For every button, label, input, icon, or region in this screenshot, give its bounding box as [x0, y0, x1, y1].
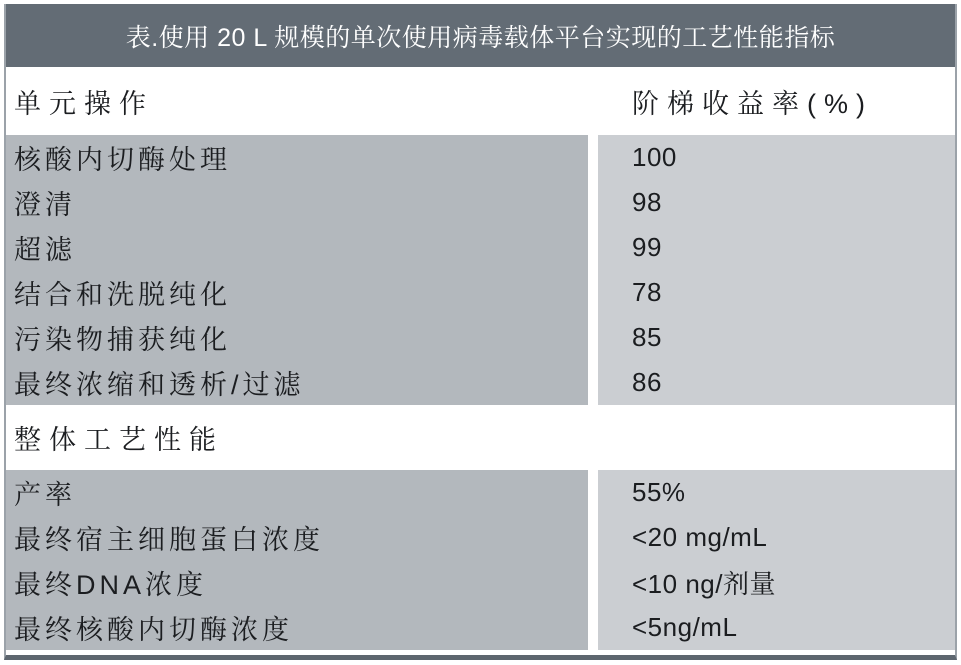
- table-row: [6, 360, 955, 405]
- column-divider: [588, 360, 598, 405]
- unit-operations-section: [6, 135, 955, 405]
- row-value: 78: [632, 277, 662, 307]
- column-divider: [588, 470, 598, 515]
- overall-section-header: 整体工艺性能: [14, 425, 224, 455]
- table-row: [6, 135, 955, 180]
- overall-performance-section: [6, 470, 955, 650]
- row-label: 污染物捕获纯化: [14, 325, 231, 355]
- row-value: <5ng/mL: [632, 612, 738, 642]
- column-divider: [588, 515, 598, 560]
- row-label: 产率: [14, 480, 76, 510]
- column-divider: [588, 605, 598, 650]
- table-row: [6, 225, 955, 270]
- table-row: [6, 560, 955, 605]
- row-value: 86: [632, 367, 662, 397]
- row-label: 最终宿主细胞蛋白浓度: [14, 525, 324, 555]
- row-label: 澄清: [14, 190, 76, 220]
- table-row: [6, 515, 955, 560]
- bottom-divider: [6, 650, 955, 655]
- table-title-bar: [6, 4, 955, 67]
- column-divider: [588, 135, 598, 180]
- row-label: 超滤: [14, 235, 76, 265]
- column-divider: [588, 225, 598, 270]
- row-value: 100: [632, 142, 677, 172]
- table-row: [6, 315, 955, 360]
- row-value: 55%: [632, 477, 686, 507]
- row-value: 99: [632, 232, 662, 262]
- row-label: 结合和洗脱纯化: [14, 280, 231, 310]
- column-header-row: [6, 67, 955, 135]
- column-divider: [588, 315, 598, 360]
- table-row: [6, 470, 955, 515]
- column-divider: [588, 67, 598, 135]
- table-row: [6, 180, 955, 225]
- row-value: <10 ng/剂量: [632, 569, 776, 599]
- row-label: 核酸内切酶处理: [14, 145, 231, 175]
- table-row: [6, 605, 955, 650]
- overall-section-header-row: [6, 405, 955, 470]
- row-value: 98: [632, 187, 662, 217]
- table-row: [6, 270, 955, 315]
- row-label: 最终浓缩和透析/过滤: [14, 370, 305, 400]
- row-value: 85: [632, 322, 662, 352]
- column-header-step-yield: 阶梯收益率(%): [598, 67, 955, 135]
- column-header-unit-operation: 单元操作: [6, 67, 588, 135]
- column-divider: [588, 270, 598, 315]
- row-label: 最终DNA浓度: [14, 570, 208, 600]
- row-value: <20 mg/mL: [632, 522, 768, 552]
- column-divider: [588, 180, 598, 225]
- row-label: 最终核酸内切酶浓度: [14, 615, 293, 645]
- column-divider: [588, 560, 598, 605]
- process-performance-table: [4, 4, 957, 660]
- table-title: 表.使用 20 L 规模的单次使用病毒载体平台实现的工艺性能指标: [125, 23, 836, 52]
